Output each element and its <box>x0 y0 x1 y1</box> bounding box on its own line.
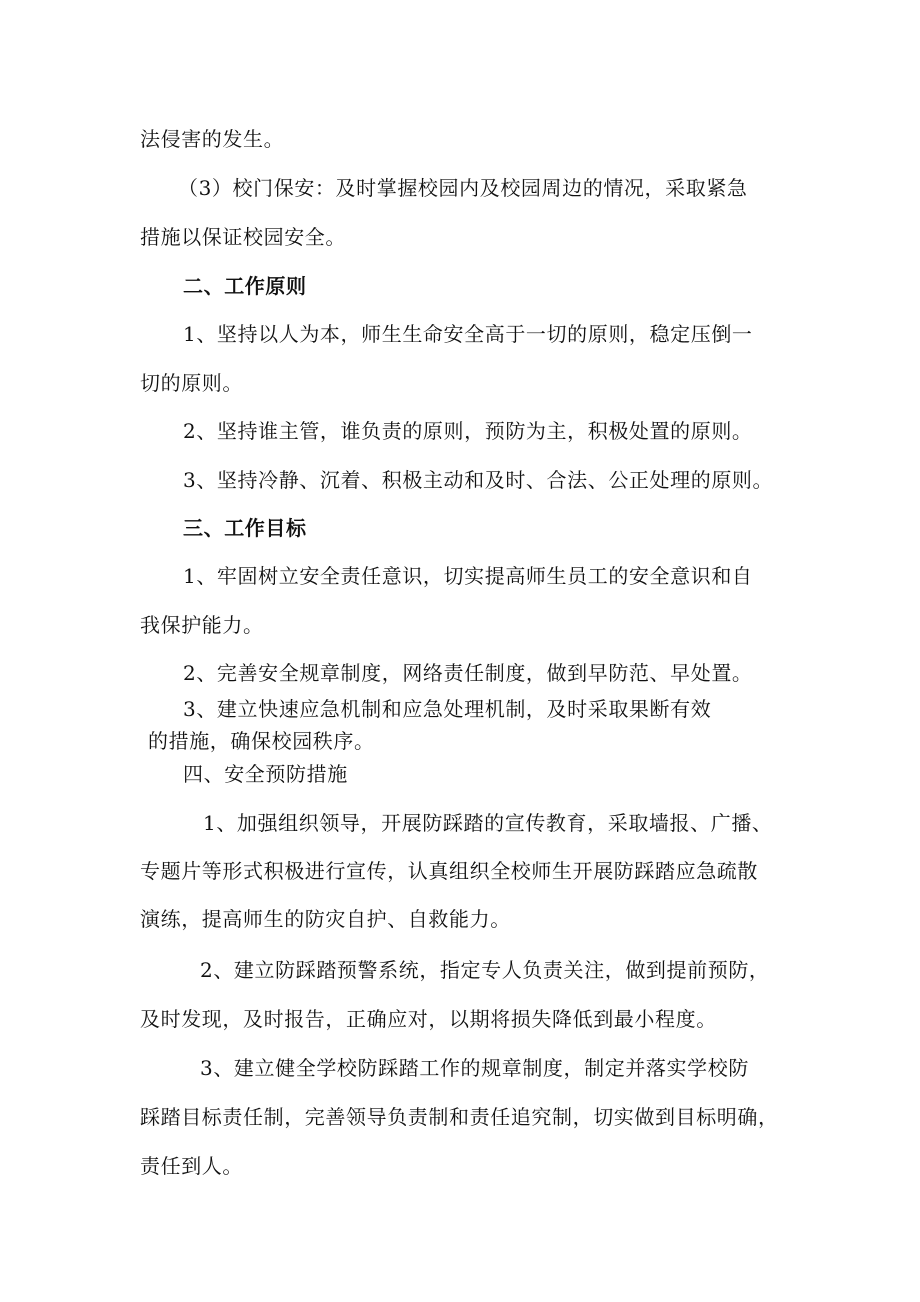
paragraph-line: 3、坚持冷静、沉着、积极主动和及时、合法、公正处理的原则。 <box>183 468 774 492</box>
paragraph-line: 3、建立快速应急机制和应急处理机制，及时采取果断有效 <box>183 697 712 721</box>
paragraph-line: 3、建立健全学校防踩踏工作的规章制度，制定并落实学校防 <box>200 1056 749 1080</box>
paragraph-line: 1、坚持以人为本，师生生命安全高于一切的原则，稳定压倒一 <box>183 322 753 346</box>
paragraph-line: 切的原则。 <box>140 371 243 395</box>
paragraph-line: 1、加强组织领导，开展防踩踏的宣传教育，采取墙报、广播、 <box>203 811 773 835</box>
paragraph-line: 责任到人。 <box>140 1154 243 1178</box>
paragraph-line: 的措施，确保校园秩序。 <box>148 729 375 753</box>
paragraph-line: 法侵害的发生。 <box>140 127 285 151</box>
paragraph-line: 措施以保证校园安全。 <box>140 225 346 249</box>
section-heading: 四、安全预防措施 <box>183 762 348 786</box>
paragraph-line: 踩踏目标责任制，完善领导负责制和责任追究制，切实做到目标明确， <box>140 1105 779 1129</box>
paragraph-line: 2、坚持谁主管，谁负责的原则，预防为主，积极处置的原则。 <box>183 419 753 443</box>
paragraph-line: 2、完善安全规章制度，网络责任制度，做到早防范、早处置。 <box>183 661 753 685</box>
paragraph-line: 专题片等形式积极进行宣传，认真组织全校师生开展防踩踏应急疏散 <box>140 859 758 883</box>
paragraph-line: 演练，提高师生的防灾自护、自救能力。 <box>140 907 511 931</box>
paragraph-line: （3）校门保安：及时掌握校园内及校园周边的情况，采取紧急 <box>178 176 748 200</box>
paragraph-line: 1、牢固树立安全责任意识，切实提高师生员工的安全意识和自 <box>183 564 753 588</box>
paragraph-line: 我保护能力。 <box>140 613 264 637</box>
section-heading: 三、工作目标 <box>183 516 307 540</box>
paragraph-line: 及时发现，及时报告，正确应对，以期将损失降低到最小程度。 <box>140 1007 717 1031</box>
section-heading: 二、工作原则 <box>183 274 307 298</box>
paragraph-line: 2、建立防踩踏预警系统，指定专人负责关注，做到提前预防， <box>200 958 770 982</box>
